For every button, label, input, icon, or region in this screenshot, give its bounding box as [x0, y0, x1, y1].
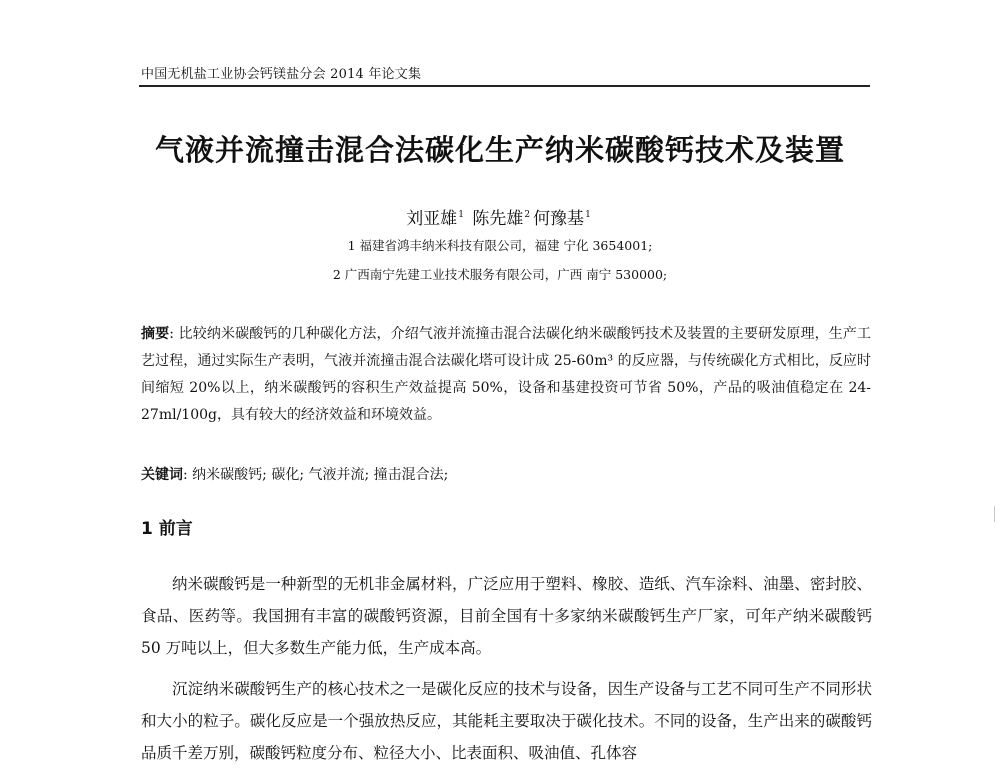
abstract-text: : 比较纳米碳酸钙的几种碳化方法，介绍气液并流撞击混合法碳化纳米碳酸钙技术及装置的主要研发原理，生产工艺过程，通过实际生产表明，气液并流撞击混合法碳化塔可设计成 25-60m³ 的反应器，与传统碳化方式相比，反应时间缩短 20%以上，纳米碳酸钙的容积生产效益提高 50%，设备和基建投资可节省 50%，产品的吸油值稳定在 24-27ml/100g，具有较大的经济效益和环境效益。: [141, 326, 872, 423]
author-affiliation-mark: 2: [524, 210, 531, 220]
keywords: [141, 463, 871, 487]
affiliation-1: 1 福建省鸿丰纳米科技有限公司，福建 宁化 3654001;: [347, 238, 653, 253]
author-list: [0, 204, 1000, 229]
paper-title: 气液并流撞击混合法碳化生产纳米碳酸钙技术及装置: [154, 133, 845, 167]
body-paragraph: 纳米碳酸钙是一种新型的无机非金属材料，广泛应用于塑料、橡胶、造纸、汽车涂料、油墨、密封胶、食品、医药等。我国拥有丰富的碳酸钙资源，目前全国有十多家纳米碳酸钙生产厂家，可年产纳米碳酸钙 50 万吨以上，但大多数生产能力低，生产成本高。: [141, 575, 872, 657]
header-rule: [139, 85, 870, 87]
section-heading: 1 前言: [141, 519, 193, 539]
author-affiliation-mark: 1: [458, 210, 464, 220]
abstract: [141, 321, 871, 429]
author-affiliation-mark: 1: [585, 210, 591, 220]
keywords-text: : 纳米碳酸钙; 碳化; 气液并流; 撞击混合法;: [183, 467, 449, 483]
scan-margin-mark: [994, 506, 995, 522]
author-name: 刘亚雄: [406, 209, 458, 229]
affiliation-2: 2 广西南宁先建工业技术服务有限公司，广西 南宁 530000;: [332, 267, 668, 282]
author-name: 陈先雄: [472, 209, 524, 229]
body-paragraph: 沉淀纳米碳酸钙生产的核心技术之一是碳化反应的技术与设备，因生产设备与工艺不同可生产不同形状和大小的粒子。碳化反应是一个强放热反应，其能耗主要取决于碳化技术。不同的设备，生产出来的碳酸钙品质千差万别，碳酸钙粒度分布、粒径大小、比表面积、吸油值、孔体容: [141, 680, 872, 762]
keywords-label: 关键词: [141, 467, 183, 483]
author-name: 何豫基: [533, 209, 585, 229]
running-header: 中国无机盐工业协会钙镁盐分会 2014 年论文集: [141, 67, 422, 82]
abstract-label: 摘要: [141, 326, 170, 342]
